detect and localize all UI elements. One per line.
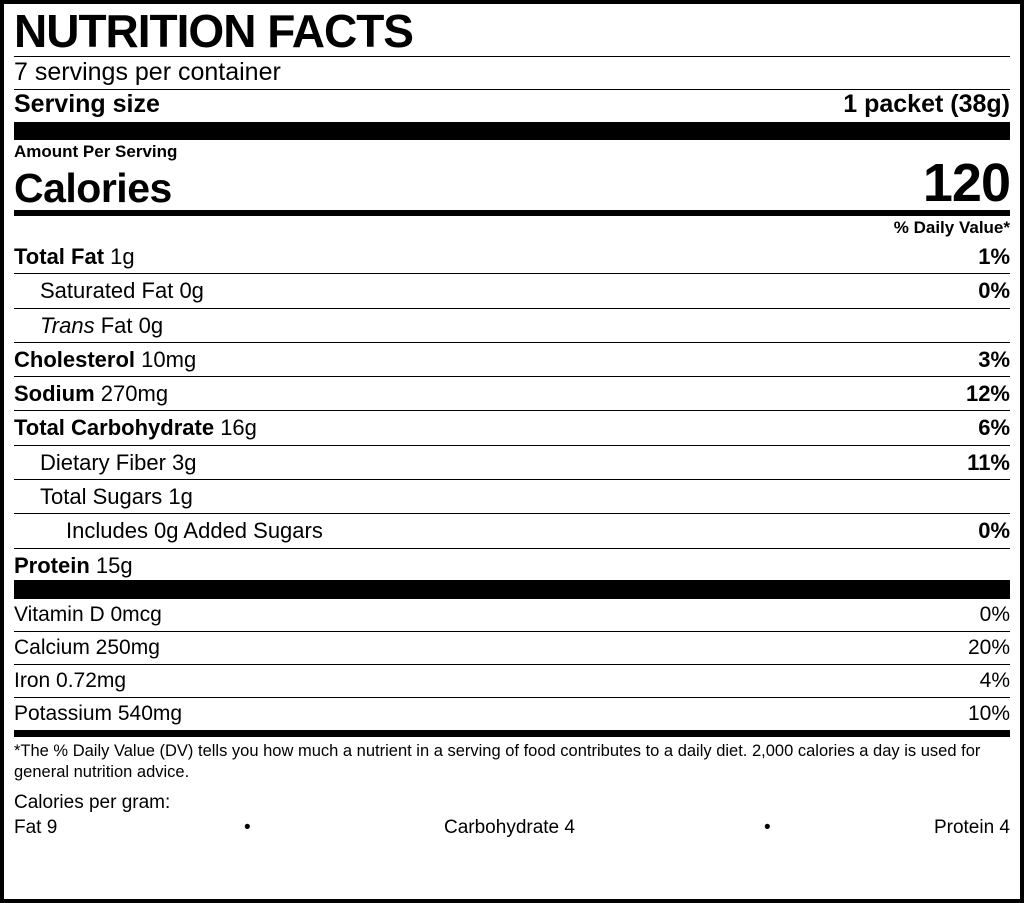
nutrient-row xyxy=(14,411,1010,445)
serving-size-label: Serving size xyxy=(14,89,160,118)
nutrient-row xyxy=(14,274,1010,308)
vitamin-dv: 0% xyxy=(979,602,1010,626)
vitamin-row xyxy=(14,632,1010,665)
vitamin-dv: 20% xyxy=(967,636,1010,660)
nutrient-row xyxy=(14,549,1010,581)
page-title: NUTRITION FACTS xyxy=(14,5,413,57)
nutrient-name: Total Fat 1g xyxy=(14,243,135,269)
amount-per-serving-label: Amount Per Serving xyxy=(14,141,178,161)
servings-per-container: 7 servings per container xyxy=(14,57,281,86)
nutrient-row xyxy=(14,309,1010,343)
bullet-separator-icon: • xyxy=(244,817,251,839)
nutrient-dv: 1% xyxy=(978,243,1010,269)
vitamin-name: Calcium 250mg xyxy=(14,636,160,660)
vitamin-dv: 4% xyxy=(979,669,1010,693)
calories-row xyxy=(14,152,1010,213)
vitamin-name: Vitamin D 0mcg xyxy=(14,602,162,626)
nutrient-dv: 3% xyxy=(978,346,1010,372)
vitamin-name: Potassium 540mg xyxy=(14,702,183,726)
nutrient-name: Includes 0g Added Sugars xyxy=(66,518,323,544)
nutrient-row xyxy=(14,377,1010,411)
serving-size-row xyxy=(14,90,1010,122)
nutrient-dv: 12% xyxy=(965,381,1010,407)
divider-thick-bottom xyxy=(14,581,1010,599)
nutrient-row xyxy=(14,480,1010,514)
nutrient-dv: 0% xyxy=(978,278,1010,304)
calories-per-gram-protein: Protein 4 xyxy=(933,817,1010,839)
nutrient-dv: 11% xyxy=(967,449,1010,475)
daily-value-header: % Daily Value* xyxy=(893,217,1010,237)
daily-value-footnote: *The % Daily Value (DV) tells you how much a nutrient in a serving of food contributes to a daily diet. 2,000 calories a day is used for general nutrition advice. xyxy=(14,742,981,782)
serving-size-value: 1 packet (38g) xyxy=(843,89,1010,118)
nutrient-name: Total Carbohydrate 16g xyxy=(14,415,257,441)
calories-value: 120 xyxy=(922,152,1010,213)
vitamin-row xyxy=(14,665,1010,698)
nutrient-dv: 6% xyxy=(978,415,1010,441)
nutrient-name: Total Sugars 1g xyxy=(40,484,193,510)
bullet-separator-icon: • xyxy=(764,817,771,839)
nutrient-row xyxy=(14,514,1010,548)
nutrient-row xyxy=(14,343,1010,377)
nutrient-name: Protein 15g xyxy=(14,552,133,578)
vitamin-name: Iron 0.72mg xyxy=(14,669,127,693)
vitamin-row xyxy=(14,698,1010,731)
calories-per-gram-label: Calories per gram: xyxy=(14,791,171,813)
nutrient-name: Dietary Fiber 3g xyxy=(40,449,197,475)
nutrient-row xyxy=(14,240,1010,274)
nutrient-name: Saturated Fat 0g xyxy=(40,278,204,304)
calories-per-gram-fat: Fat 9 xyxy=(14,817,58,839)
nutrient-name: Cholesterol 10mg xyxy=(14,346,197,372)
nutrient-row xyxy=(14,446,1010,480)
calories-label: Calories xyxy=(14,164,172,211)
vitamin-row xyxy=(14,599,1010,632)
nutrient-name: Trans Fat 0g xyxy=(40,312,164,338)
nutrient-dv: 0% xyxy=(978,518,1010,544)
nutrient-name: Sodium 270mg xyxy=(14,381,169,407)
divider-thick-top xyxy=(14,122,1010,140)
calories-per-gram-row xyxy=(14,815,1010,839)
calories-per-gram-carbohydrate: Carbohydrate 4 xyxy=(444,817,575,839)
vitamin-dv: 10% xyxy=(967,702,1010,726)
